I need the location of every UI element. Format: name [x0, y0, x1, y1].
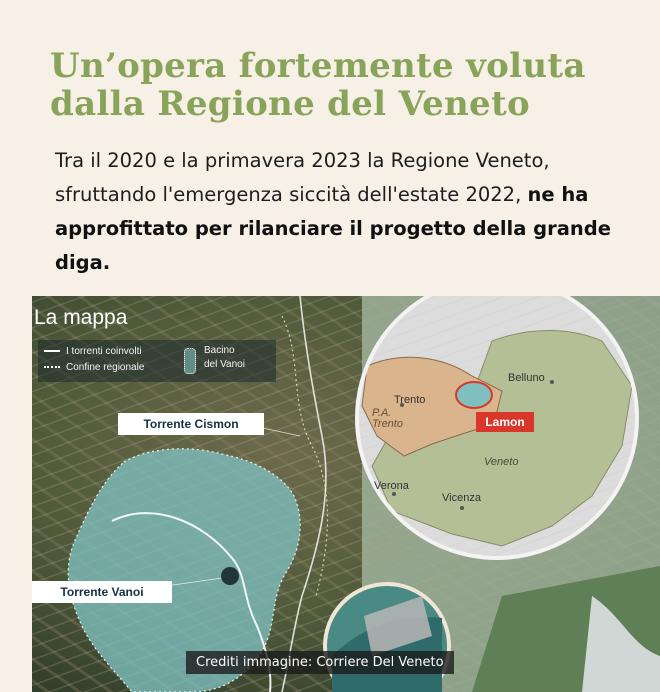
- label-belluno: Belluno: [508, 372, 545, 384]
- intro-highlight: ne ha approfittato per rilanciare il progetto della grande diga.: [55, 182, 611, 274]
- label-vicenza: Vicenza: [442, 492, 481, 504]
- label-torrente-cismon: Torrente Cismon: [118, 413, 264, 435]
- label-pa-trento: P.A. Trento: [372, 407, 403, 430]
- map-figure: [32, 296, 660, 692]
- title-line-1: Un’opera fortemente voluta: [50, 45, 586, 86]
- river-line-swatch: [44, 350, 60, 352]
- intro-paragraph: [55, 144, 615, 280]
- map-title: La mappa: [34, 306, 128, 329]
- inset-basin: [456, 382, 492, 408]
- legend-item-border: Confine regionale: [44, 362, 144, 373]
- label-verona: Verona: [374, 480, 409, 492]
- label-torrente-vanoi: Torrente Vanoi: [32, 581, 172, 603]
- map-legend: [38, 340, 276, 382]
- legend-item-rivers: I torrenti coinvolti: [44, 346, 142, 357]
- dam-location-marker: [221, 567, 239, 585]
- label-lamon: Lamon: [476, 412, 534, 432]
- legend-item-basin: Bacino del Vanoi: [204, 345, 245, 370]
- page-title: [50, 47, 630, 123]
- border-line-swatch: [44, 366, 60, 368]
- title-line-2: dalla Regione del Veneto: [50, 83, 530, 124]
- label-veneto: Veneto: [484, 456, 519, 468]
- label-trento: Trento: [394, 394, 426, 406]
- intro-text: Tra il 2020 e la primavera 2023 la Regione Veneto, sfruttando l'emergenza siccità dell'estate 2022,: [55, 148, 550, 206]
- basin-swatch: [184, 348, 196, 374]
- image-credits: Crediti immagine: Corriere Del Veneto: [186, 651, 454, 674]
